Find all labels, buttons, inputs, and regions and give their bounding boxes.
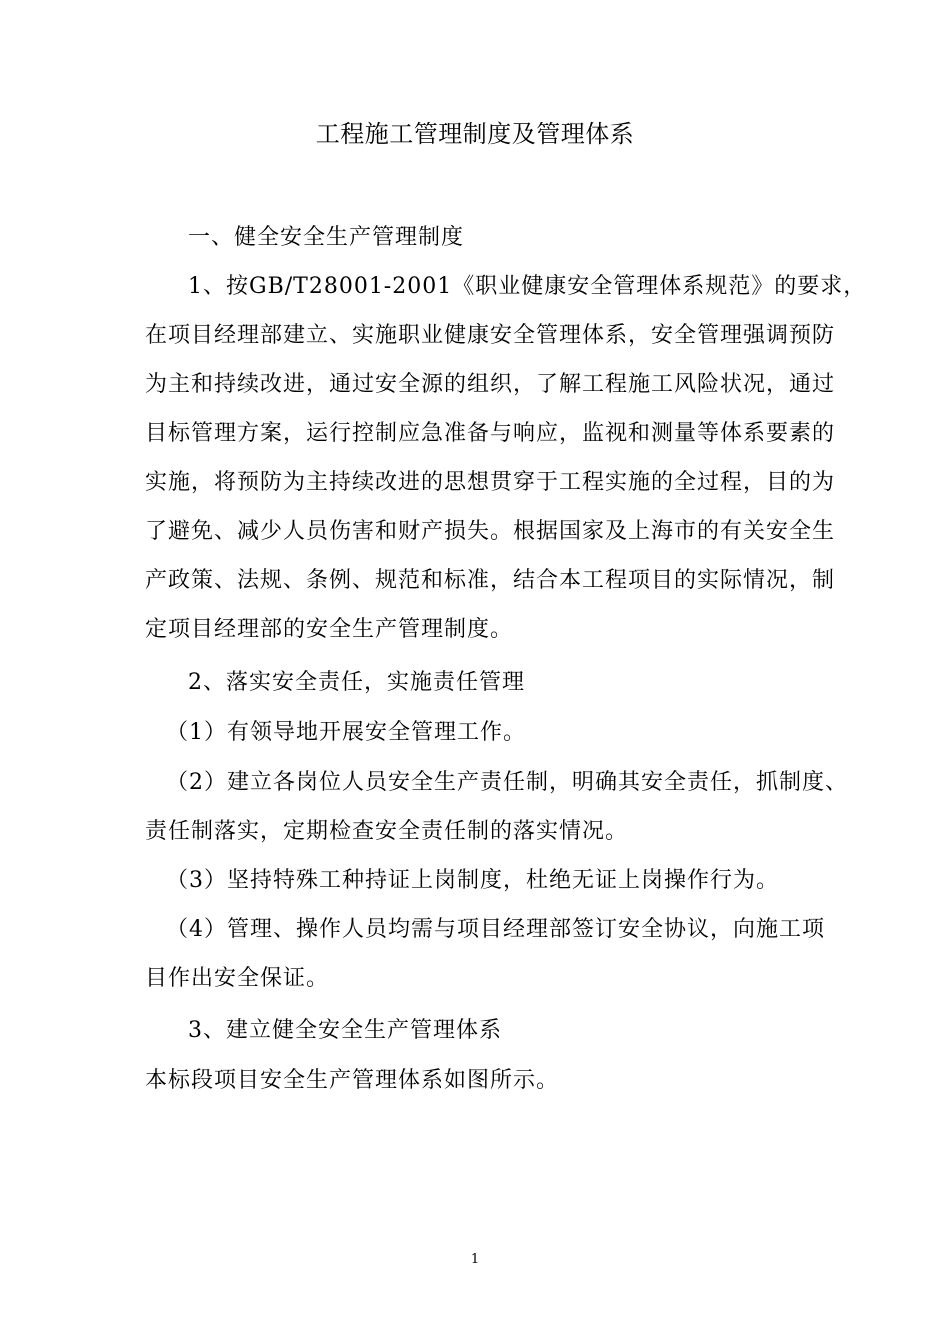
section-heading-1: 一、健全安全生产管理制度	[188, 225, 465, 250]
paragraph-line: 1、按GB/T28001-2001《职业健康安全管理体系规范》的要求，	[188, 274, 867, 299]
paragraph-line: 本标段项目安全生产管理体系如图所示。	[145, 1068, 560, 1093]
list-item-continuation: 目作出安全保证。	[145, 966, 330, 991]
list-item: （1）有领导地开展安全管理工作。	[166, 720, 526, 745]
list-item: （2）建立各岗位人员安全生产责任制，明确其安全责任，抓制度、	[166, 770, 848, 795]
list-item: （4）管理、操作人员均需与项目经理部签订安全协议，向施工项	[166, 917, 825, 942]
list-item-continuation: 责任制落实，定期检查安全责任制的落实情况。	[145, 819, 629, 844]
subsection-heading-2: 2、落实安全责任，实施责任管理	[188, 670, 525, 695]
paragraph-line: 实施，将预防为主持续改进的思想贯穿于工程实施的全过程，目的为	[145, 470, 836, 495]
list-item: （3）坚持特殊工种持证上岗制度，杜绝无证上岗操作行为。	[166, 868, 779, 893]
page-number: 1	[470, 1252, 480, 1267]
subsection-heading-3: 3、建立健全安全生产管理体系	[188, 1018, 502, 1043]
paragraph-line: 为主和持续改进，通过安全源的组织，了解工程施工风险状况，通过	[145, 372, 836, 397]
paragraph-line: 目标管理方案，运行控制应急准备与响应，监视和测量等体系要素的	[145, 421, 836, 446]
paragraph-line: 了避免、减少人员伤害和财产损失。根据国家及上海市的有关安全生	[145, 519, 836, 544]
document-title: 工程施工管理制度及管理体系	[315, 120, 635, 148]
paragraph-line: 定项目经理部的安全生产管理制度。	[145, 617, 514, 642]
paragraph-line: 产政策、法规、条例、规范和标准，结合本工程项目的实际情况，制	[145, 568, 836, 593]
paragraph-line: 在项目经理部建立、实施职业健康安全管理体系，安全管理强调预防	[145, 323, 836, 348]
